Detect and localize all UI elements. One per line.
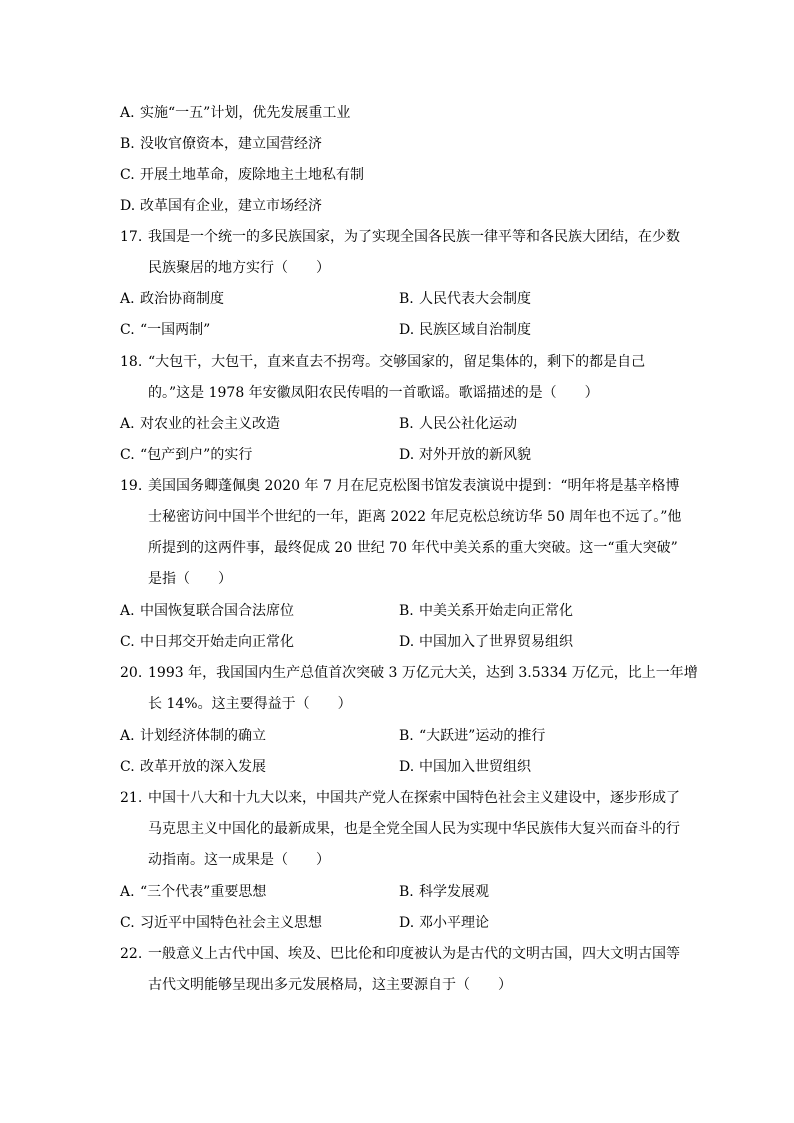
q19-stem-line-4: 是指（ ） xyxy=(148,571,232,587)
q18-option-d: D. 对外开放的新风貌 xyxy=(399,447,531,463)
q17-option-d: D. 民族区域自治制度 xyxy=(399,322,531,338)
q19-option-c: C. 中日邦交开始走向正常化 xyxy=(120,634,294,650)
q20-option-d: D. 中国加入世贸组织 xyxy=(399,759,531,775)
q19-stem-line-1: 19. 美国国务卿蓬佩奥 2020 年 7 月在尼克松图书馆发表演说中提到：“明年将是基辛格博 xyxy=(120,478,680,494)
q21-option-a: A. “三个代表”重要思想 xyxy=(120,884,267,900)
q21-option-c: C. 习近平中国特色社会主义思想 xyxy=(120,915,322,931)
q18-option-a: A. 对农业的社会主义改造 xyxy=(120,416,280,432)
q21-option-d: D. 邓小平理论 xyxy=(399,915,489,931)
q16-option-b: B. 没收官僚资本，建立国营经济 xyxy=(120,136,322,152)
q18-stem-line-2: 的。”这是 1978 年安徽凤阳农民传唱的一首歌谣。歌谣描述的是（ ） xyxy=(148,385,599,401)
q18-option-c: C. “包产到户”的实行 xyxy=(120,447,253,463)
q17-option-b: B. 人民代表大会制度 xyxy=(399,291,531,307)
q20-option-b: B. “大跃进”运动的推行 xyxy=(399,728,546,744)
q17-option-c: C. “一国两制” xyxy=(120,322,211,338)
q20-stem-line-2: 长 14%。这主要得益于（ ） xyxy=(148,696,352,712)
q22-stem-line-2: 古代文明能够呈现出多元发展格局，这主要源自于（ ） xyxy=(148,977,512,993)
q20-stem-line-1: 20. 1993 年，我国国内生产总值首次突破 3 万亿元大关，达到 3.5334 万亿元，比上一年增 xyxy=(120,665,698,681)
q16-option-a: A. 实施“一五”计划，优先发展重工业 xyxy=(120,105,351,121)
q19-option-d: D. 中国加入了世界贸易组织 xyxy=(399,634,573,650)
q21-stem-line-3: 动指南。这一成果是（ ） xyxy=(148,852,330,868)
q21-option-b: B. 科学发展观 xyxy=(399,884,489,900)
q16-option-d: D. 改革国有企业，建立市场经济 xyxy=(120,198,322,214)
q19-stem-line-2: 士秘密访问中国半个世纪的一年，距离 2022 年尼克松总统访华 50 周年也不远了。”他 xyxy=(148,509,682,525)
q17-option-a: A. 政治协商制度 xyxy=(120,291,224,307)
q21-stem-line-1: 21. 中国十八大和十九大以来，中国共产党人在探索中国特色社会主义建设中，逐步形成了 xyxy=(120,790,680,806)
q18-option-b: B. 人民公社化运动 xyxy=(399,416,517,432)
q18-stem-line-1: 18. “大包干，大包干，直来直去不拐弯。交够国家的，留足集体的，剩下的都是自己 xyxy=(120,354,646,370)
q19-option-a: A. 中国恢复联合国合法席位 xyxy=(120,603,294,619)
q22-stem-line-1: 22. 一般意义上古代中国、埃及、巴比伦和印度被认为是古代的文明古国，四大文明古国等 xyxy=(120,946,680,962)
q17-stem-line-2: 民族聚居的地方实行（ ） xyxy=(148,260,330,276)
q21-stem-line-2: 马克思主义中国化的最新成果，也是全党全国人民为实现中华民族伟大复兴而奋斗的行 xyxy=(148,821,680,837)
q20-option-c: C. 改革开放的深入发展 xyxy=(120,759,266,775)
q19-stem-line-3: 所提到的这两件事，最终促成 20 世纪 70 年代中美关系的重大突破。这一“重大突破” xyxy=(148,540,678,556)
q17-stem-line-1: 17. 我国是一个统一的多民族国家，为了实现全国各民族一律平等和各民族大团结，在少数 xyxy=(120,229,680,245)
q16-option-c: C. 开展土地革命，废除地主土地私有制 xyxy=(120,167,364,183)
q19-option-b: B. 中美关系开始走向正常化 xyxy=(399,603,573,619)
q20-option-a: A. 计划经济体制的确立 xyxy=(120,728,266,744)
